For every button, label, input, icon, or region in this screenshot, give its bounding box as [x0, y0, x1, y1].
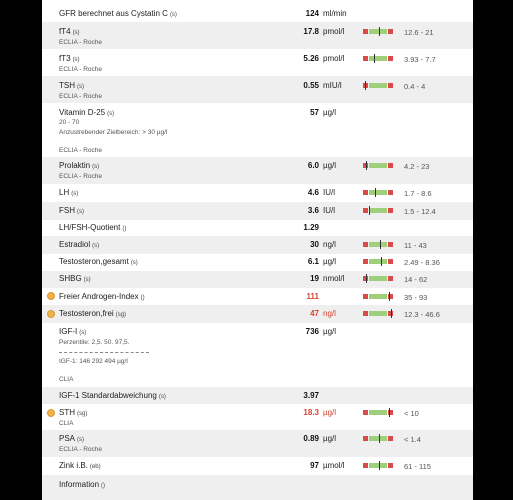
table-row: [42, 430, 473, 457]
test-reference-note: 20 - 70: [59, 119, 80, 126]
test-name: IGF-I (s): [59, 327, 87, 336]
test-value: 736: [305, 327, 319, 336]
table-row: [42, 404, 473, 430]
test-name: Vitamin D-25 (s): [59, 108, 115, 117]
test-name: Zink i.B. (eb): [59, 461, 101, 470]
range-gauge: [363, 410, 393, 415]
test-value: 97: [310, 461, 319, 470]
table-row: [42, 49, 473, 76]
table-row: [42, 457, 473, 475]
test-method: ECLIA - Roche: [59, 446, 102, 453]
reference-range: 12.6 - 21: [404, 28, 434, 37]
test-value: 19: [310, 274, 319, 283]
warning-dot-icon: [47, 310, 55, 318]
test-name: Freier Androgen-Index (): [59, 292, 145, 301]
range-gauge: [363, 190, 393, 195]
gauge-needle: [374, 54, 375, 63]
test-unit: ng/l: [323, 240, 336, 249]
test-value: 3.97: [303, 391, 319, 400]
reference-range: < 1.4: [404, 435, 421, 444]
test-name: Testosteron,gesamt (s): [59, 257, 138, 266]
table-row: [42, 0, 473, 22]
test-name: TSH (s): [59, 81, 84, 90]
range-gauge: [363, 242, 393, 247]
test-value: 3.6: [307, 206, 319, 215]
test-unit: µg/l: [323, 257, 337, 266]
test-unit: µg/l: [323, 108, 337, 117]
test-value: 5.26: [303, 54, 319, 63]
table-row: [42, 157, 473, 184]
test-value: 47: [310, 309, 319, 318]
reference-range: 14 - 62: [404, 275, 428, 284]
test-name: SHBG (s): [59, 274, 91, 283]
range-gauge: [363, 436, 393, 441]
reference-range: 2.49 - 8.36: [404, 258, 440, 267]
test-value: 30: [310, 240, 319, 249]
test-unit: µmol/l: [323, 461, 345, 470]
test-name: LH (s): [59, 188, 79, 197]
table-row: [42, 305, 473, 323]
reference-range: 1.5 - 12.4: [404, 207, 436, 216]
test-target-note: Anzustrebender Zielbereich: > 30 µg/l: [59, 129, 168, 136]
test-unit: IU/l: [323, 206, 335, 215]
test-method: ECLIA - Roche: [59, 39, 102, 46]
range-gauge: [363, 311, 393, 316]
test-value: 124: [305, 9, 319, 18]
gauge-needle: [391, 309, 392, 318]
range-gauge: [363, 163, 393, 168]
reference-range: 0.4 - 4: [404, 82, 426, 91]
test-name: Testosteron,frei (sg): [59, 309, 127, 318]
test-value: 17.8: [303, 27, 319, 36]
test-unit: µg/l: [323, 408, 337, 417]
test-value: 6.0: [307, 161, 319, 170]
table-row: [42, 184, 473, 202]
test-name: PSA (s): [59, 434, 85, 443]
test-name: fT4 (s): [59, 27, 80, 36]
gauge-needle: [366, 161, 367, 170]
gauge-needle: [381, 257, 382, 266]
test-value: 1.29: [303, 223, 319, 232]
reference-range: 12.3 - 46.6: [404, 310, 440, 319]
range-gauge: [363, 208, 393, 213]
test-value: 6.1: [307, 257, 319, 266]
test-name: IGF-1 Standardabweichung (s): [59, 391, 166, 400]
warning-dot-icon: [47, 292, 55, 300]
range-gauge: [363, 56, 393, 61]
gauge-needle: [369, 206, 370, 215]
reference-range: 35 - 93: [404, 293, 428, 302]
test-unit: ng/l: [323, 309, 336, 318]
test-name: STH (sg): [59, 408, 88, 417]
test-method: ECLIA - Roche: [59, 66, 102, 73]
table-row: [42, 288, 473, 305]
table-row: [42, 323, 473, 387]
table-row: [42, 475, 473, 500]
range-gauge: [363, 83, 393, 88]
table-row: [42, 76, 473, 103]
reference-range: 3.93 - 7.7: [404, 55, 436, 64]
test-method: ECLIA - Roche: [59, 173, 102, 180]
gauge-needle: [379, 461, 380, 470]
table-row: [42, 220, 473, 236]
test-name: FSH (s): [59, 206, 84, 215]
gauge-needle: [380, 240, 381, 249]
test-unit: µg/l: [323, 161, 337, 170]
test-unit: µg/l: [323, 434, 337, 443]
test-unit: ml/min: [323, 9, 347, 18]
gauge-needle: [389, 292, 390, 301]
reference-range: 4.2 - 23: [404, 162, 430, 171]
test-unit: pmol/l: [323, 54, 345, 63]
test-value: 18.3: [303, 408, 319, 417]
test-name: GFR berechnet aus Cystatin C (s): [59, 9, 177, 18]
gauge-needle: [379, 434, 380, 443]
gauge-needle: [366, 274, 367, 283]
test-method: CLIA: [59, 420, 74, 427]
table-row: [42, 387, 473, 404]
range-gauge: [363, 259, 393, 264]
test-method: CLIA: [59, 376, 74, 383]
reference-range: < 10: [404, 409, 419, 418]
test-name: LH/FSH-Quotient (): [59, 223, 127, 232]
table-row: [42, 236, 473, 254]
test-name: Estradiol (s): [59, 240, 100, 249]
test-value: 4.6: [307, 188, 319, 197]
reference-range: 1.7 - 8.6: [404, 189, 432, 198]
gauge-needle: [365, 81, 366, 90]
warning-dot-icon: [47, 409, 55, 417]
table-row: [42, 254, 473, 271]
range-gauge: [363, 294, 393, 299]
test-unit: mIU/l: [323, 81, 342, 90]
gauge-needle: [379, 27, 380, 36]
table-row: [42, 22, 473, 49]
test-name: Information (): [59, 480, 106, 489]
gauge-needle: [375, 188, 376, 197]
test-value: 57: [310, 108, 319, 117]
range-gauge: [363, 29, 393, 34]
reference-range: 61 - 115: [404, 462, 431, 471]
gauge-needle: [389, 408, 390, 417]
test-unit: µg/l: [323, 327, 337, 336]
test-unit: nmol/l: [323, 274, 345, 283]
test-value: 0.55: [303, 81, 319, 90]
test-reference-note: IGF-1: 146 292 494 µg/l: [59, 358, 128, 365]
test-method: ECLIA - Roche: [59, 93, 102, 100]
divider: [59, 352, 149, 353]
test-name: Prolaktin (s): [59, 161, 100, 170]
range-gauge: [363, 276, 393, 281]
test-unit: IU/l: [323, 188, 335, 197]
range-gauge: [363, 463, 393, 468]
test-method: ECLIA - Roche: [59, 147, 102, 154]
test-name: fT3 (s): [59, 54, 80, 63]
lab-results-sheet: [42, 0, 473, 500]
test-unit: pmol/l: [323, 27, 345, 36]
table-row: [42, 103, 473, 157]
table-row: [42, 202, 473, 220]
test-percentile-note: Perzentile: 2,5. 50. 97,5.: [59, 339, 130, 346]
test-value: 0.89: [303, 434, 319, 443]
test-value: 111: [306, 292, 319, 301]
table-row: [42, 271, 473, 288]
reference-range: 11 - 43: [404, 241, 427, 250]
